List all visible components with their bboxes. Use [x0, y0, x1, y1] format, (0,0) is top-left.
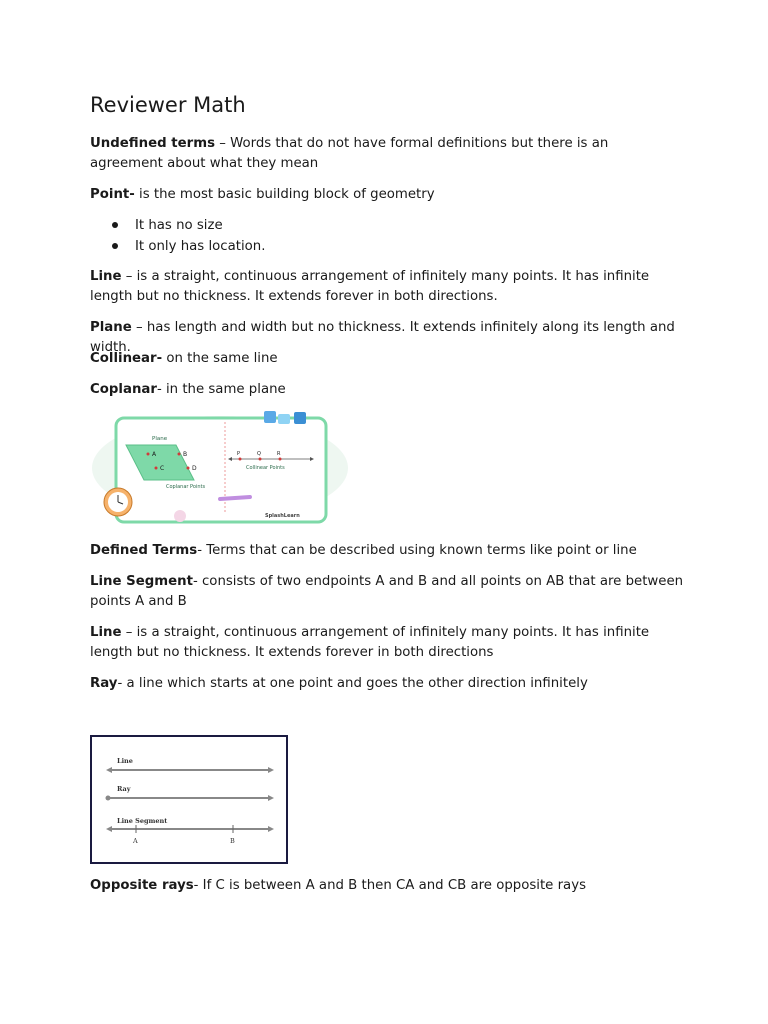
collinear-points-label: Collinear Points [246, 465, 285, 471]
line-paragraph-2 [90, 623, 685, 663]
blocks-icon [264, 411, 276, 423]
point-paragraph [90, 185, 685, 205]
point-c-dot [155, 467, 158, 470]
list-item-text: It only has location. [135, 239, 266, 254]
point-c-label: C [160, 465, 165, 472]
collinear-paragraph [90, 349, 685, 369]
list-item [90, 215, 265, 236]
coplanar-points-label: Coplanar Points [166, 484, 206, 490]
undefined-terms-paragraph [90, 134, 685, 174]
definition-text: - in the same plane [156, 382, 286, 397]
point-d-label: D [192, 465, 197, 472]
point-p-label: P [237, 451, 241, 457]
blocks-icon [294, 412, 306, 424]
point-bullet-list [90, 215, 265, 257]
point-p-dot [239, 458, 242, 461]
bullet-icon [112, 243, 118, 249]
point-a-label: A [133, 837, 138, 845]
definition-text: - If C is between A and B then CA and CB are opposite rays [193, 878, 587, 893]
blocks-icon [278, 414, 290, 424]
ray-paragraph [90, 674, 685, 694]
point-q-label: Q [257, 451, 261, 457]
term-label: Ray [90, 676, 118, 691]
term-label: Point- [90, 187, 135, 202]
definition-text: - Terms that can be described using known terms like point or line [197, 543, 637, 558]
term-label: Line [90, 625, 122, 640]
point-a-label: A [152, 451, 157, 458]
segment-label: Line Segment [117, 817, 168, 825]
point-a-dot [147, 453, 150, 456]
point-q-dot [259, 458, 262, 461]
definition-text: – Words that do not have formal definitions but there is an agreement about what they mean [90, 136, 609, 171]
term-label: Line [90, 269, 122, 284]
opposite-rays-paragraph [90, 876, 685, 896]
defined-terms-paragraph [90, 541, 685, 561]
definition-text: - consists of two endpoints A and B and all points on AB that are between points A and B [90, 574, 684, 609]
figure-frame [91, 736, 287, 863]
definition-text: - a line which starts at one point and goes the other direction infinitely [117, 676, 588, 691]
list-item [90, 236, 265, 257]
point-b-label: B [230, 837, 235, 845]
definition-text: – is a straight, continuous arrangement of infinitely many points. It has infinite length but no thickness. It extends forever in both directions. [90, 269, 650, 304]
coplanar-paragraph [90, 380, 685, 400]
point-r-label: R [277, 451, 281, 457]
term-label: Collinear- [90, 351, 163, 366]
splashlearn-logo: SplashLearn [265, 513, 300, 519]
term-label: Line Segment [90, 574, 193, 589]
coplanar-collinear-figure [90, 408, 350, 532]
line-segment-paragraph [90, 572, 685, 612]
eraser-icon [174, 510, 186, 522]
definition-text: – is a straight, continuous arrangement of infinitely many points. It has infinite length but no thickness. It extends forever in both directions [90, 625, 650, 660]
term-label: Defined Terms [90, 543, 198, 558]
point-r-dot [279, 458, 282, 461]
line-paragraph [90, 267, 685, 307]
definition-text: is the most basic building block of geometry [134, 187, 435, 202]
ray-label: Ray [117, 785, 131, 793]
list-item-text: It has no size [135, 218, 223, 233]
definition-text: – has length and width but no thickness. It extends infinitely along its length and width. [90, 320, 675, 355]
point-b-dot [178, 453, 181, 456]
term-label: Coplanar [90, 382, 157, 397]
definition-text: on the same line [162, 351, 278, 366]
plane-label: Plane [152, 436, 168, 442]
term-label: Undefined terms [90, 136, 215, 151]
ray-endpoint [106, 796, 111, 801]
point-d-dot [187, 467, 190, 470]
line-ray-segment-figure [90, 735, 290, 865]
term-label: Plane [90, 320, 132, 335]
line-label: Line [117, 757, 133, 765]
term-label: Opposite rays [90, 878, 194, 893]
document-title: Reviewer Math [90, 93, 246, 117]
bullet-icon [112, 222, 118, 228]
point-b-label: B [183, 451, 188, 458]
